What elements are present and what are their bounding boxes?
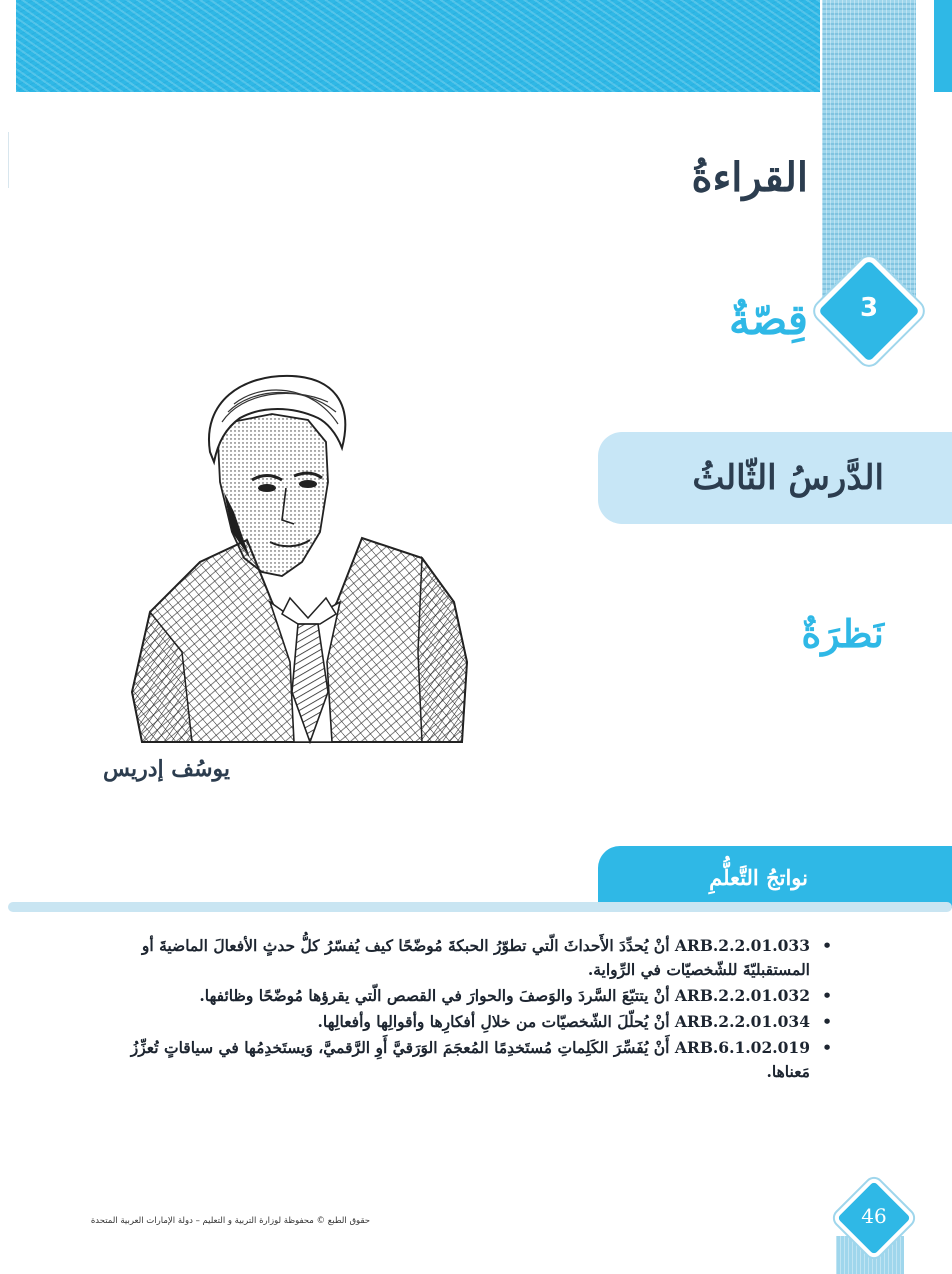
story-label: قِصّةٌ	[728, 295, 808, 344]
banner-edge	[934, 0, 952, 92]
outcome-code: ARB.6.1.02.019	[674, 1038, 810, 1057]
outcome-code: ARB.2.2.01.034	[674, 1012, 810, 1031]
margin-line	[8, 132, 9, 188]
portrait-caption: يوسُف إدريس	[102, 756, 230, 782]
outcomes-divider	[8, 902, 952, 912]
unit-number: 3	[859, 293, 879, 323]
outcome-text: أنْ يُحلّلَ الشّخصيّات من خلالِ أفكارِها وأقوالِها وأفعالِها.	[317, 1012, 670, 1031]
outcome-code: ARB.2.2.01.032	[674, 986, 810, 1005]
section-heading: نَظرَةٌ	[801, 611, 884, 656]
list-item	[110, 1036, 810, 1084]
outcome-code: ARB.2.2.01.033	[674, 936, 810, 955]
copyright-footer: حقوق الطبع © محفوظة لوزارة التربية و التعليم – دولة الإمارات العربية المتحدة	[90, 1216, 370, 1226]
list-item	[110, 1010, 810, 1034]
lesson-title: الدَّرسُ الثّالثُ	[692, 458, 884, 498]
outcomes-list	[110, 934, 832, 1086]
outcome-text: أنْ يُحدِّدَ الأَحداثَ الّتي تطوّرُ الحبكةَ مُوضّحًا كيف يُفسّرُ كلُّ حدثٍ الأفعالَ الماضيةَ أو المستقبليّةَ للشّخصيّات في الرِّواية.	[141, 936, 810, 979]
outcome-text: أنْ يتتبّعَ السَّردَ والوَصفَ والحوارَ في القصص الّتي يقرؤها مُوضّحًا وظائفها.	[199, 986, 670, 1005]
outcomes-title: نواتجُ التَّعلُّمِ	[709, 865, 808, 890]
list-item	[110, 984, 810, 1008]
page-number: 46	[861, 1204, 887, 1228]
portrait-illustration	[122, 362, 482, 744]
outcome-text: أَنْ يُفَسِّرَ الكَلِماتِ مُستَخدِمًا المُعجَمَ الوَرَقيَّ أَوِ الرَّقميَّ، وَيستَخدِمُها في سياقاتٍ تُعزِّزُ مَعناها.	[130, 1038, 810, 1081]
list-item	[110, 934, 810, 982]
top-banner	[16, 0, 820, 92]
chapter-title: القراءةُ	[691, 154, 808, 201]
